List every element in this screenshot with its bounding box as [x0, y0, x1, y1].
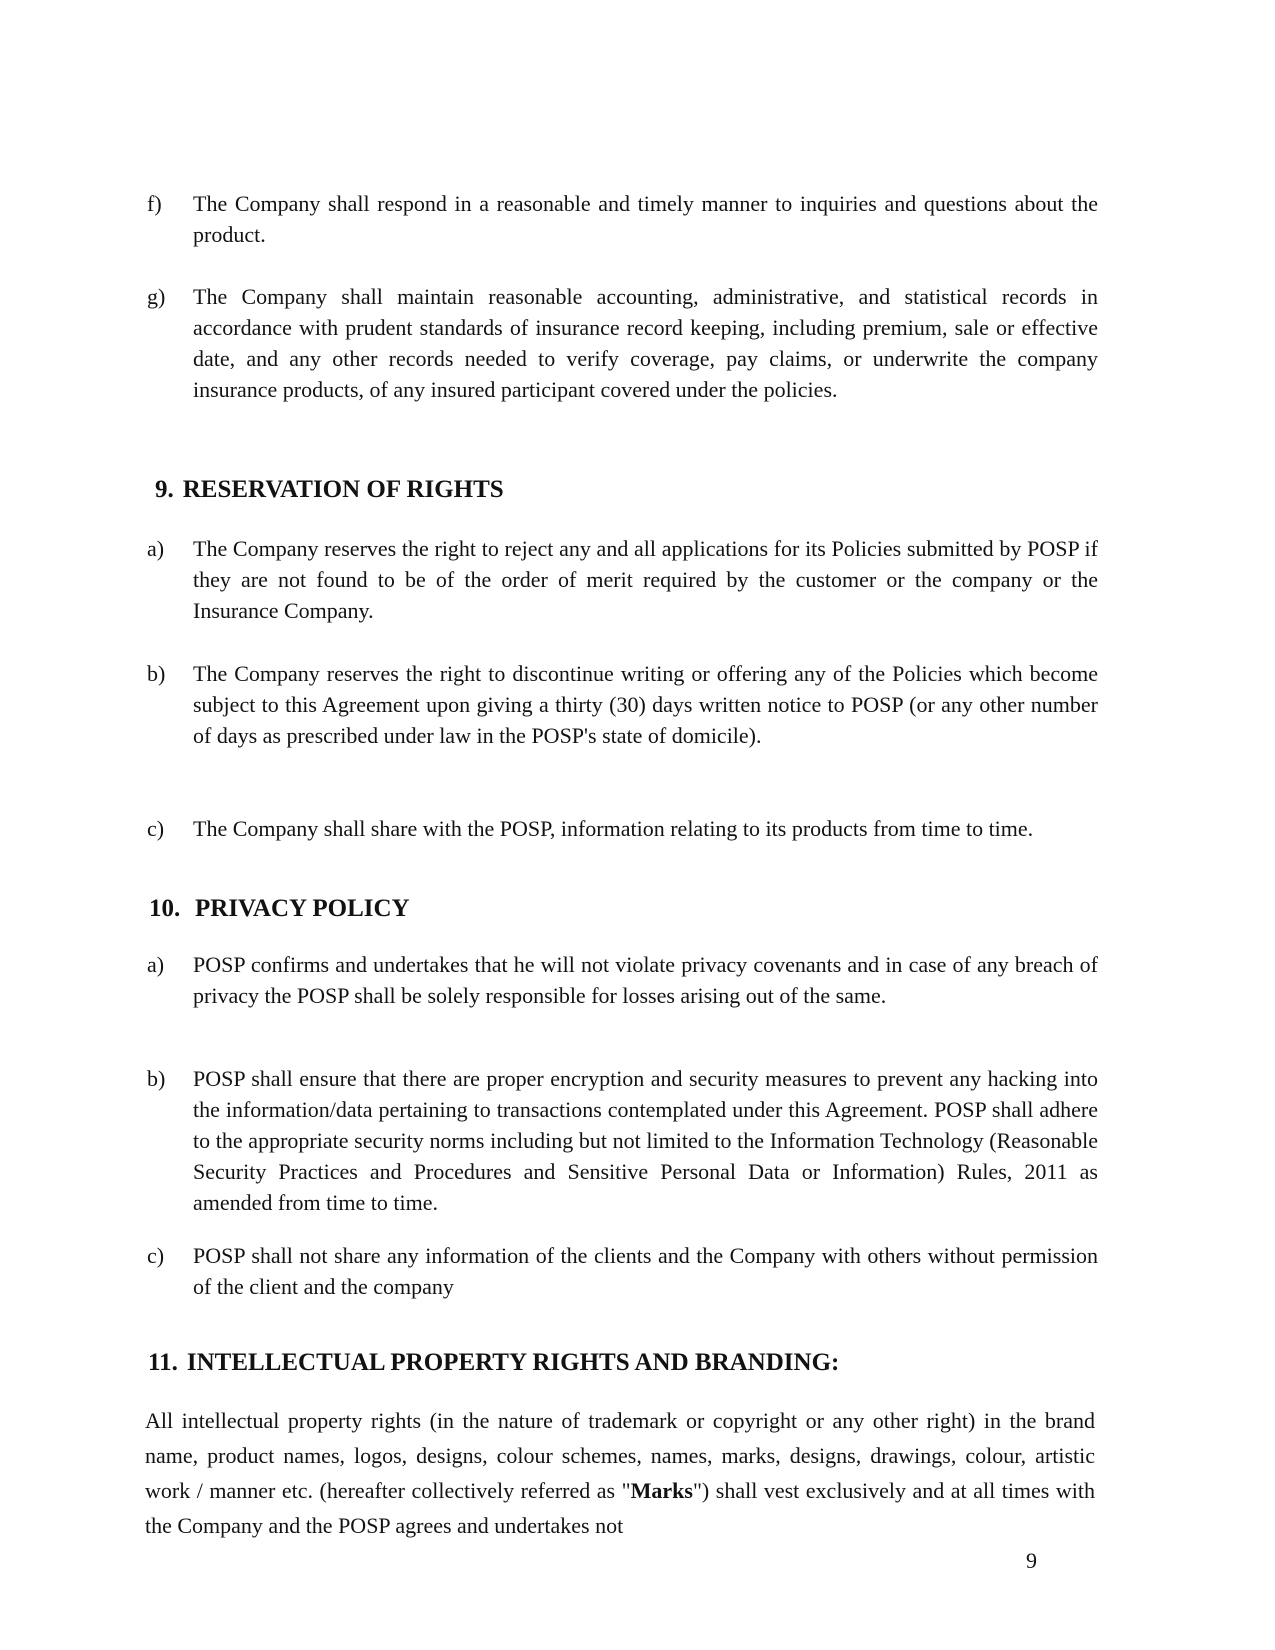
list-item-text: The Company reserves the right to discontinue writing or offering any of the Policies which become subject to this Agreement upon giving a thirty (30) days written notice to POSP (or any other number of days as prescribed under law in the POSP's state of domicile). — [193, 661, 1098, 748]
list-item-9c — [145, 813, 1098, 844]
section-number: 10. — [149, 895, 181, 922]
list-item-text: POSP shall not share any information of the clients and the Company with others without permission of the client and the company — [193, 1243, 1098, 1299]
list-item-label: a) — [147, 952, 165, 977]
section-title: RESERVATION OF RIGHTS — [182, 476, 504, 503]
paragraph-text: All intellectual property rights (in the nature of trademark or copyright or any other right) in the brand name, product names, logos, designs, colour schemes, names, marks, designs, drawings, colour, artistic work / manner etc. (hereafter collectively referred as " — [145, 1408, 1095, 1503]
section-number: 9. — [155, 476, 174, 503]
section-10-heading — [149, 893, 1102, 924]
list-item-10b — [145, 1063, 1098, 1218]
list-item-text: The Company shall share with the POSP, information relating to its products from time to time. — [193, 816, 1034, 841]
list-item-text: POSP shall ensure that there are proper encryption and security measures to prevent any hacking into the information/data pertaining to transactions contemplated under this Agreement. POSP shall adhere to the appropriate security norms including but not limited to the Information Technology (Reasonable Security Practices and Procedures and Sensitive Personal Data or Information) Rules, 2011 as amended from time to time. — [193, 1066, 1098, 1215]
list-item-text: POSP confirms and undertakes that he will not violate privacy covenants and in case of any breach of privacy the POSP shall be solely responsible for losses arising out of the same. — [193, 952, 1098, 1008]
list-item-label: a) — [147, 536, 165, 561]
list-item-text: The Company shall maintain reasonable accounting, administrative, and statistical records in accordance with prudent standards of insurance record keeping, including premium, sale or effective date, and any other records needed to verify coverage, pay claims, or underwrite the company insurance products, of any insured participant covered under the policies. — [193, 284, 1098, 402]
list-item-label: c) — [147, 1243, 165, 1268]
list-item-label: f) — [147, 191, 162, 216]
list-item-9a — [145, 533, 1098, 626]
paragraph-bold-term: Marks — [630, 1478, 693, 1503]
list-item-text: The Company shall respond in a reasonable and timely manner to inquiries and questions about the product. — [193, 191, 1098, 247]
list-item-9b — [145, 658, 1098, 751]
section-11-heading — [148, 1347, 1101, 1378]
paragraph-text: ") shall vest exclusively and at all times with the Company and the POSP agrees and undertakes not — [145, 1478, 1095, 1538]
section-9-heading — [155, 474, 1108, 505]
page-number: 9 — [1026, 1548, 1037, 1573]
list-item-10c — [145, 1240, 1098, 1302]
section-11-paragraph — [145, 1403, 1095, 1543]
list-item-label: b) — [147, 661, 166, 686]
list-item-label: b) — [147, 1066, 166, 1091]
section-title: PRIVACY POLICY — [195, 895, 410, 922]
list-item-f — [145, 188, 1098, 250]
list-item-label: c) — [147, 816, 165, 841]
section-title: INTELLECTUAL PROPERTY RIGHTS AND BRANDING: — [186, 1349, 840, 1376]
list-item-label: g) — [147, 284, 166, 309]
list-item-g — [145, 281, 1098, 405]
list-item-text: The Company reserves the right to reject any and all applications for its Policies submitted by POSP if they are not found to be of the order of merit required by the customer or the company or the Insurance Company. — [193, 536, 1098, 623]
list-item-10a — [145, 949, 1098, 1011]
section-number: 11. — [148, 1349, 178, 1376]
